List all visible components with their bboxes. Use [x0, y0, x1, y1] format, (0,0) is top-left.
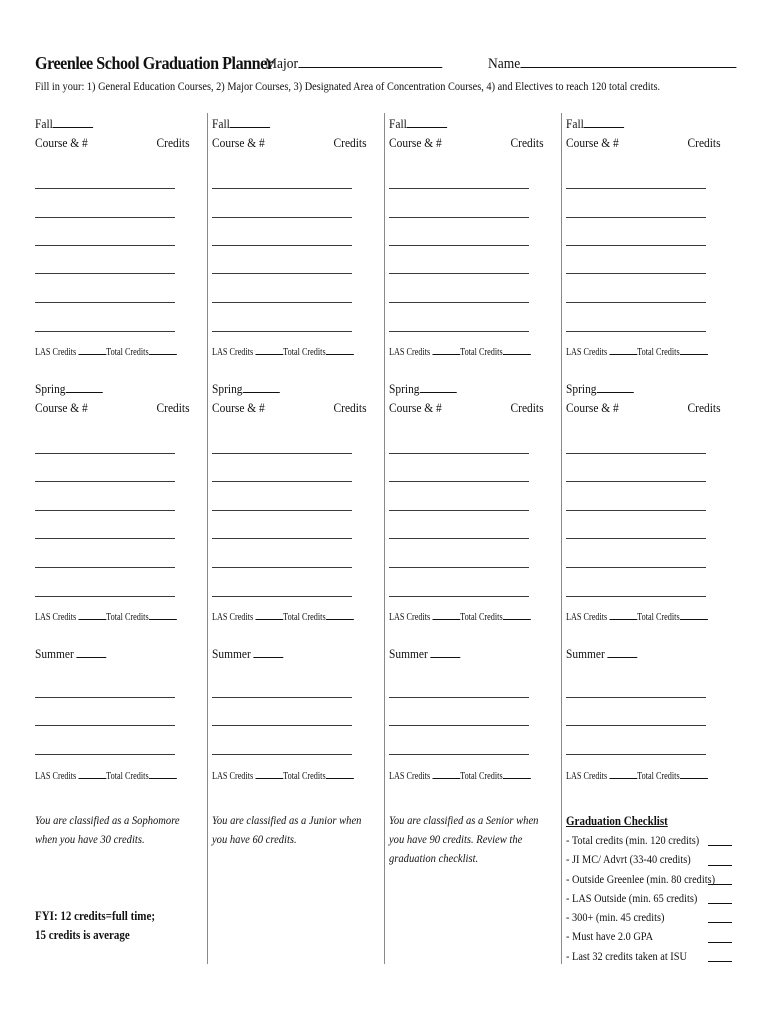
course-line[interactable] — [35, 217, 175, 218]
total-credits-blank[interactable] — [503, 610, 531, 620]
fall-term-field[interactable] — [212, 116, 270, 132]
course-header: Course & # — [566, 400, 619, 415]
year-column-1 — [35, 0, 205, 1021]
course-header: Course & # — [35, 135, 88, 150]
las-credits-label: LAS Credits — [212, 612, 254, 623]
column-divider — [384, 113, 385, 964]
fall-term-field[interactable] — [35, 116, 93, 132]
spring-credit-totals — [566, 610, 708, 623]
course-line[interactable] — [389, 453, 529, 454]
credits-header: Credits — [333, 400, 367, 415]
total-credits-label: Total Credits — [460, 612, 503, 623]
course-line[interactable] — [389, 273, 529, 274]
course-line[interactable] — [212, 725, 352, 726]
las-credits-label: LAS Credits — [35, 347, 77, 358]
course-line[interactable] — [566, 302, 706, 303]
total-credits-label: Total Credits — [106, 612, 149, 623]
course-line[interactable] — [35, 596, 175, 597]
course-line[interactable] — [212, 273, 352, 274]
las-credits-blank[interactable] — [609, 769, 637, 779]
las-credits-blank[interactable] — [78, 610, 106, 620]
fall-label: Fall — [566, 116, 584, 131]
credits-header: Credits — [687, 135, 721, 150]
fall-credit-totals — [212, 345, 354, 358]
las-credits-label: LAS Credits — [566, 612, 608, 623]
total-credits-label: Total Credits — [637, 347, 680, 358]
fall-term-field[interactable] — [566, 116, 624, 132]
fall-label: Fall — [389, 116, 407, 131]
summer-term-field[interactable] — [566, 646, 638, 662]
checklist-blank[interactable] — [708, 845, 732, 846]
course-line[interactable] — [212, 245, 352, 246]
course-line[interactable] — [566, 697, 706, 698]
course-line[interactable] — [35, 245, 175, 246]
credits-header: Credits — [333, 135, 367, 150]
las-credits-label: LAS Credits — [566, 771, 608, 782]
summer-year-blank[interactable] — [254, 646, 284, 658]
las-credits-blank[interactable] — [609, 610, 637, 620]
checklist-blank[interactable] — [708, 961, 732, 962]
checklist-item[interactable] — [566, 831, 756, 850]
course-line[interactable] — [566, 245, 706, 246]
fall-year-blank[interactable] — [407, 116, 447, 128]
course-line[interactable] — [212, 538, 352, 539]
course-line[interactable] — [212, 567, 352, 568]
course-line[interactable] — [35, 273, 175, 274]
course-line[interactable] — [566, 273, 706, 274]
las-credits-blank[interactable] — [255, 610, 283, 620]
total-credits-blank[interactable] — [149, 610, 177, 620]
course-line[interactable] — [389, 725, 529, 726]
fyi-line-1: FYI: 12 credits=full time; — [35, 909, 156, 923]
summer-term-field[interactable] — [35, 646, 107, 662]
course-line[interactable] — [389, 245, 529, 246]
total-credits-blank[interactable] — [503, 345, 531, 355]
course-line[interactable] — [35, 331, 175, 332]
senior-note: You are classified as a Senior when you have 90 credits. Review the graduation checklist. — [389, 813, 539, 865]
total-credits-label: Total Credits — [283, 347, 326, 358]
checklist-item-label: - Must have 2.0 GPA — [566, 929, 654, 944]
course-line[interactable] — [35, 725, 175, 726]
course-line[interactable] — [566, 538, 706, 539]
summer-credit-totals — [566, 769, 708, 782]
checklist-title: Graduation Checklist — [566, 814, 668, 828]
course-line[interactable] — [389, 538, 529, 539]
las-credits-blank[interactable] — [78, 345, 106, 355]
checklist-item[interactable] — [566, 908, 756, 927]
course-line[interactable] — [212, 217, 352, 218]
credits-header: Credits — [156, 400, 190, 415]
checklist-item-label: - Last 32 credits taken at ISU — [566, 948, 687, 963]
summer-term-field[interactable] — [212, 646, 284, 662]
major-label: Major — [265, 56, 299, 72]
course-header: Course & # — [212, 400, 265, 415]
total-credits-blank[interactable] — [326, 345, 354, 355]
total-credits-label: Total Credits — [106, 347, 149, 358]
credits-header: Credits — [510, 400, 544, 415]
checklist-item-label: - Total credits (min. 120 credits) — [566, 833, 700, 847]
checklist-item[interactable] — [566, 850, 756, 869]
course-header: Course & # — [212, 135, 265, 150]
course-line[interactable] — [566, 331, 706, 332]
spring-credit-totals — [389, 610, 531, 623]
spring-term-field[interactable] — [212, 381, 279, 397]
spring-label: Spring — [35, 381, 66, 396]
credits-header: Credits — [510, 135, 544, 150]
summer-label: Summer — [389, 646, 428, 661]
checklist-item-label: - 300+ (min. 45 credits) — [566, 910, 665, 925]
total-credits-blank[interactable] — [149, 769, 177, 779]
las-credits-blank[interactable] — [609, 345, 637, 355]
graduation-checklist — [566, 812, 756, 966]
course-line[interactable] — [566, 188, 706, 189]
total-credits-label: Total Credits — [637, 612, 680, 623]
checklist-blank[interactable] — [708, 903, 732, 904]
fall-label: Fall — [35, 116, 53, 131]
course-line[interactable] — [212, 188, 352, 189]
total-credits-label: Total Credits — [637, 771, 680, 782]
spring-label: Spring — [389, 381, 420, 396]
year-column-4 — [566, 0, 736, 800]
course-line[interactable] — [389, 302, 529, 303]
course-line[interactable] — [566, 217, 706, 218]
course-line[interactable] — [35, 510, 175, 511]
las-credits-blank[interactable] — [432, 345, 460, 355]
las-credits-blank[interactable] — [432, 769, 460, 779]
total-credits-blank[interactable] — [503, 769, 531, 779]
column-divider — [207, 113, 208, 964]
checklist-item[interactable] — [566, 889, 756, 908]
fall-year-blank[interactable] — [584, 116, 624, 128]
las-credits-blank[interactable] — [255, 345, 283, 355]
course-line[interactable] — [212, 453, 352, 454]
summer-label: Summer — [566, 646, 605, 661]
las-credits-label: LAS Credits — [389, 612, 431, 623]
fall-label: Fall — [212, 116, 230, 131]
course-header: Course & # — [389, 135, 442, 150]
checklist-item-label: - LAS Outside (min. 65 credits) — [566, 890, 698, 905]
las-credits-label: LAS Credits — [566, 347, 608, 358]
total-credits-label: Total Credits — [460, 347, 503, 358]
spring-year-blank[interactable] — [420, 381, 457, 393]
summer-credit-totals — [389, 769, 531, 782]
spring-label: Spring — [212, 381, 243, 396]
las-credits-label: LAS Credits — [212, 347, 254, 358]
checklist-blank[interactable] — [708, 865, 732, 866]
course-line[interactable] — [389, 217, 529, 218]
fyi-line-2: 15 credits is average — [35, 928, 130, 942]
summer-credit-totals — [35, 769, 177, 782]
fall-year-blank[interactable] — [230, 116, 270, 128]
course-line[interactable] — [566, 754, 706, 755]
course-line[interactable] — [35, 481, 175, 482]
course-line[interactable] — [212, 331, 352, 332]
fall-credit-totals — [389, 345, 531, 358]
spring-credit-totals — [35, 610, 177, 623]
course-line[interactable] — [212, 481, 352, 482]
credits-header: Credits — [687, 400, 721, 415]
fall-year-blank[interactable] — [53, 116, 93, 128]
checklist-blank[interactable] — [708, 922, 732, 923]
course-line[interactable] — [212, 754, 352, 755]
checklist-item[interactable] — [566, 947, 756, 966]
checklist-item-label: - JI MC/ Advrt (33-40 credits) — [566, 852, 691, 867]
total-credits-blank[interactable] — [680, 610, 708, 620]
course-line[interactable] — [566, 453, 706, 454]
course-line[interactable] — [35, 453, 175, 454]
spring-year-blank[interactable] — [597, 381, 634, 393]
summer-year-blank[interactable] — [608, 646, 638, 658]
course-line[interactable] — [35, 697, 175, 698]
column-divider — [561, 113, 562, 964]
total-credits-label: Total Credits — [460, 771, 503, 782]
course-line[interactable] — [389, 481, 529, 482]
course-line[interactable] — [389, 567, 529, 568]
spring-term-field[interactable] — [566, 381, 633, 397]
course-header: Course & # — [389, 400, 442, 415]
summer-label: Summer — [35, 646, 74, 661]
course-line[interactable] — [566, 510, 706, 511]
course-line[interactable] — [566, 596, 706, 597]
spring-term-field[interactable] — [389, 381, 456, 397]
checklist-blank[interactable] — [708, 884, 732, 885]
summer-label: Summer — [212, 646, 251, 661]
course-line[interactable] — [212, 596, 352, 597]
las-credits-blank[interactable] — [432, 610, 460, 620]
course-line[interactable] — [212, 697, 352, 698]
course-line[interactable] — [35, 188, 175, 189]
course-header: Course & # — [35, 400, 88, 415]
course-line[interactable] — [566, 481, 706, 482]
las-credits-label: LAS Credits — [35, 612, 77, 623]
junior-note: You are classified as a Junior when you have 60 credits. — [212, 813, 362, 846]
name-label: Name — [488, 56, 521, 72]
fall-credit-totals — [566, 345, 708, 358]
spring-term-field[interactable] — [35, 381, 102, 397]
year-column-3 — [389, 0, 559, 1021]
course-line[interactable] — [389, 510, 529, 511]
las-credits-blank[interactable] — [78, 769, 106, 779]
summer-term-field[interactable] — [389, 646, 461, 662]
spring-year-blank[interactable] — [66, 381, 103, 393]
las-credits-label: LAS Credits — [389, 771, 431, 782]
las-credits-blank[interactable] — [255, 769, 283, 779]
page-title: Greenlee School Graduation Planner — [35, 53, 274, 73]
total-credits-blank[interactable] — [149, 345, 177, 355]
year-column-2 — [212, 0, 382, 1021]
course-line[interactable] — [389, 754, 529, 755]
summer-year-blank[interactable] — [77, 646, 107, 658]
course-line[interactable] — [212, 510, 352, 511]
summer-year-blank[interactable] — [431, 646, 461, 658]
las-credits-label: LAS Credits — [389, 347, 431, 358]
course-line[interactable] — [389, 188, 529, 189]
fall-term-field[interactable] — [389, 116, 447, 132]
course-line[interactable] — [35, 538, 175, 539]
course-line[interactable] — [566, 725, 706, 726]
checklist-item-label: - Outside Greenlee (min. 80 credits) — [566, 871, 716, 886]
total-credits-blank[interactable] — [680, 769, 708, 779]
course-line[interactable] — [389, 331, 529, 332]
spring-year-blank[interactable] — [243, 381, 280, 393]
total-credits-label: Total Credits — [283, 612, 326, 623]
course-line[interactable] — [566, 567, 706, 568]
total-credits-label: Total Credits — [106, 771, 149, 782]
checklist-blank[interactable] — [708, 942, 732, 943]
course-header: Course & # — [566, 135, 619, 150]
spring-label: Spring — [566, 381, 597, 396]
fall-credit-totals — [35, 345, 177, 358]
total-credits-blank[interactable] — [326, 610, 354, 620]
spring-credit-totals — [212, 610, 354, 623]
checklist-item[interactable] — [566, 927, 756, 946]
total-credits-blank[interactable] — [680, 345, 708, 355]
sophomore-note: You are classified as a Sophomore when you have 30 credits. — [35, 813, 180, 846]
las-credits-label: LAS Credits — [212, 771, 254, 782]
las-credits-label: LAS Credits — [35, 771, 77, 782]
summer-credit-totals — [212, 769, 354, 782]
course-line[interactable] — [212, 302, 352, 303]
course-line[interactable] — [389, 596, 529, 597]
course-line[interactable] — [35, 754, 175, 755]
course-line[interactable] — [35, 567, 175, 568]
total-credits-label: Total Credits — [283, 771, 326, 782]
checklist-item[interactable] — [566, 870, 756, 889]
course-line[interactable] — [389, 697, 529, 698]
course-line[interactable] — [35, 302, 175, 303]
instructions: Fill in your: 1) General Education Courses, 2) Major Courses, 3) Designated Area of Concentration Courses, 4) and Electives to reach 120 total credits. — [35, 79, 661, 93]
credits-header: Credits — [156, 135, 190, 150]
total-credits-blank[interactable] — [326, 769, 354, 779]
